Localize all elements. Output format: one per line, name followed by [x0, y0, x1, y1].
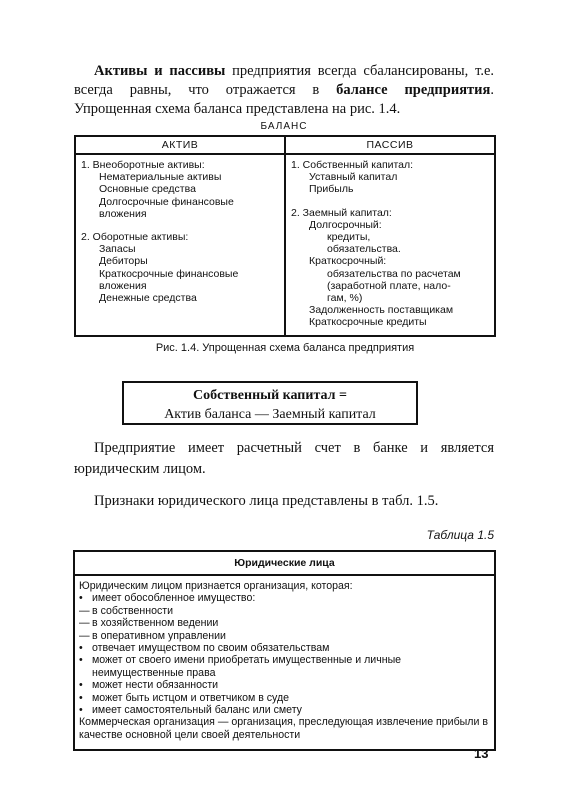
legal-entities-table [73, 550, 496, 751]
liabilities-line: Прибыль [309, 183, 354, 196]
bullet-icon: • [79, 642, 83, 655]
liabilities-line: Задолженность поставщикам [309, 304, 454, 317]
legal-item-text: в собственности [92, 604, 174, 617]
legal-items-list [79, 592, 490, 716]
legal-item [79, 679, 490, 691]
assets-line: Дебиторы [99, 255, 148, 268]
legal-item-text: в хозяйственном ведении [92, 617, 219, 630]
liabilities-line: 2. Заемный капитал: [291, 206, 392, 219]
assets-line: 2. Оборотные активы: [81, 231, 189, 244]
legal-item [79, 642, 490, 654]
paragraph-legal-entity [74, 438, 494, 480]
liabilities-line: (заработной плате, нало- [327, 279, 451, 292]
figure-caption: Рис. 1.4. Упрощенная схема баланса предприятия [155, 342, 415, 354]
legal-item-text: имеет самостоятельный баланс или смету [92, 704, 302, 717]
intro-bold-balance: балансе предприятия [336, 82, 491, 98]
intro-bold-assets: Активы и пассивы [94, 63, 226, 79]
liabilities-cell [285, 154, 495, 336]
assets-line: Основные средства [99, 183, 196, 196]
assets-line: вложения [99, 207, 147, 220]
balance-title: БАЛАНС [260, 121, 308, 132]
legal-item [79, 654, 490, 679]
balance-table [74, 135, 496, 337]
bullet-icon: • [79, 704, 83, 717]
liabilities-line: Краткосрочный: [309, 255, 387, 268]
legal-item [79, 692, 490, 704]
liabilities-line: обязательства по расчетам [327, 267, 461, 280]
legal-item [79, 592, 490, 604]
legal-item-text: отвечает имуществом по своим обязательствам [92, 642, 330, 655]
bullet-icon: • [79, 654, 83, 667]
legal-item-text: имеет обособленное имущество: [92, 592, 256, 605]
liabilities-line: обязательства. [327, 243, 401, 256]
assets-line: Краткосрочные финансовые [99, 267, 239, 280]
liabilities-spacer [291, 196, 490, 207]
dash-icon: — [79, 617, 90, 630]
legal-item-text: может нести обязанности [92, 679, 219, 692]
balance-header-liabilities: ПАССИВ [285, 136, 495, 154]
balance-header-assets: АКТИВ [75, 136, 285, 154]
assets-line: вложения [99, 279, 147, 292]
page-number: 13 [474, 746, 489, 761]
paragraph-legal-entity-text: Предприятие имеет расчетный счет в банке и является юридическим лицом. [74, 440, 494, 477]
assets-line: Долгосрочные финансовые [99, 195, 234, 208]
legal-item [79, 704, 490, 716]
legal-item-text: может быть истцом и ответчиком в суде [92, 691, 290, 704]
liabilities-line: гам, %) [327, 292, 363, 305]
paragraph-table-ref [74, 491, 494, 512]
intro-text-2: . Упрощенная схема баланса представлена на рис. 1.4. [74, 82, 495, 117]
intro-text-1: предприятия всегда сбалансированы, т.е. всегда равны, что отражается в [74, 63, 494, 98]
bullet-icon: • [79, 691, 83, 704]
legal-footer: Коммерческая организация — организация, преследующая извлечение прибыли в качестве основной цели своей деятельности [79, 716, 488, 741]
liabilities-line: Долгосрочный: [309, 218, 382, 231]
assets-line: Нематериальные активы [99, 171, 222, 184]
formula-line-2: Актив баланса — Заемный капитал [164, 407, 376, 422]
bullet-icon: • [79, 592, 83, 605]
dash-icon: — [79, 604, 90, 617]
liabilities-line: кредиты, [327, 231, 371, 244]
formula-line-1: Собственный капитал = [193, 388, 347, 403]
liabilities-line: 1. Собственный капитал: [291, 159, 414, 171]
table-label: Таблица 1.5 [426, 528, 494, 542]
liabilities-line: Уставный капитал [309, 171, 398, 184]
legal-table-body [75, 576, 494, 749]
legal-intro: Юридическим лицом признается организация, которая: [79, 580, 353, 592]
formula-box [122, 381, 418, 425]
legal-item [79, 617, 490, 629]
bullet-icon: • [79, 679, 83, 692]
legal-table-header: Юридические лица [75, 552, 494, 576]
dash-icon: — [79, 629, 90, 642]
intro-paragraph [74, 62, 494, 119]
legal-item-text: может от своего имени приобретать имущественные и личные неимущественные права [92, 654, 402, 679]
assets-cell [75, 154, 285, 336]
assets-line: Запасы [99, 243, 136, 256]
legal-item-text: в оперативном управлении [92, 629, 226, 642]
legal-item [79, 605, 490, 617]
paragraph-table-ref-text: Признаки юридического лица представлены в табл. 1.5. [94, 493, 439, 509]
liabilities-line: Краткосрочные кредиты [309, 316, 427, 329]
assets-spacer [81, 220, 280, 231]
legal-item [79, 630, 490, 642]
assets-line: 1. Внеоборотные активы: [81, 159, 205, 171]
assets-line: Денежные средства [99, 292, 197, 305]
